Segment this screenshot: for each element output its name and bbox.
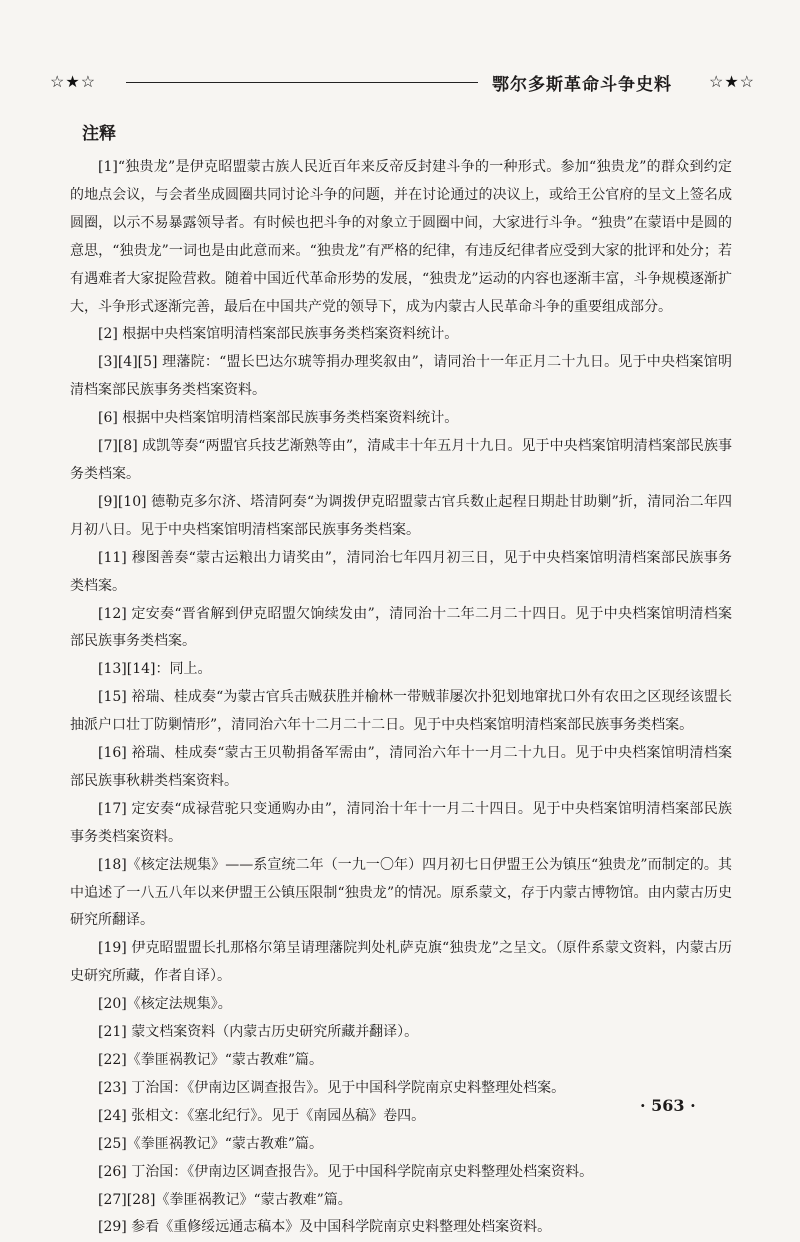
- section-title: 注释: [82, 124, 116, 144]
- note-29: [29] 参看《重修绥远通志稿本》及中国科学院南京史料整理处档案资料。: [98, 1219, 552, 1236]
- running-title: 鄂尔多斯革命斗争史料: [492, 75, 672, 95]
- note-9-10: [9][10] 德勒克多尔济、塔清阿奏“为调拨伊克昭盟蒙古官兵数止起程日期赴甘助剿”折，清同治二年四月初八日。见于中央档案馆明清档案部民族事务类档案。: [70, 493, 732, 538]
- header-rule: [126, 82, 478, 83]
- note-19: [19] 伊克昭盟盟长扎那格尔第呈请理藩院判处札萨克旗“独贵龙”之呈文。（原件系蒙文资料，内蒙古历史研究所藏，作者自译）。: [70, 940, 732, 985]
- note-22: [22]《拳匪祸教记》“蒙古教难”篇。: [98, 1052, 324, 1068]
- note-6: [6] 根据中央档案馆明清档案部民族事务类档案资料统计。: [98, 410, 459, 427]
- note-15: [15] 裕瑞、桂成奏“为蒙古官兵击贼获胜并榆林一带贼菲屡次扑犯划地窜扰口外有农田之区现经该盟长抽派户口壮丁防剿情形”，清同治六年十二月二十二日。见于中央档案馆明清档案部民族事务类档案。: [70, 689, 732, 734]
- note-13-14: [13][14]：同上。: [98, 661, 212, 678]
- page-number: · 563 ·: [640, 1096, 696, 1115]
- note-16: [16] 裕瑞、桂成奏“蒙古王贝勒捐备军需由”，清同治六年十一月二十九日。见于中央档案馆明清档案部民族事秋耕类档案资料。: [70, 745, 732, 789]
- note-2: [2] 根据中央档案馆明清档案部民族事务类档案资料统计。: [98, 326, 459, 343]
- note-25: [25]《拳匪祸教记》“蒙古教难”篇。: [98, 1135, 324, 1152]
- note-1: [1]“独贵龙”是伊克昭盟蒙古族人民近百年来反帝反封建斗争的一种形式。参加“独贵龙”的群众到约定的地点会议，与会者坐成圆圈共同讨论斗争的问题，并在讨论通过的决议上，或给王公官府的呈文上签名成圆圈，以示不易暴露领导者。有时候也把斗争的对象立于圆圈中间，大家进行斗争。“独贵”在蒙语中是圆的意思，“独贵龙”一词也是由此意而来。“独贵龙”有严格的纪律，有违反纪律者应受到大家的批评和处分；若有遇难者大家捉险营救。随着中国近代革命形势的发展，“独贵龙”运动的内容也逐渐丰富，斗争规模逐渐扩大，斗争形式逐渐完善，最后在中国共产党的领导下，成为内蒙古人民革命斗争的重要组成部分。: [70, 159, 732, 315]
- note-21: [21] 蒙文档案资料（内蒙古历史研究所藏并翻译）。: [98, 1024, 419, 1041]
- note-7-8: [7][8] 成凯等奏“两盟官兵技艺渐熟等由”，清咸丰十年五月十九日。见于中央档案馆明清档案部民族事务类档案。: [70, 438, 732, 482]
- note-24: [24] 张相文：《塞北纪行》。见于《南园丛稿》卷四。: [98, 1107, 426, 1124]
- stars-right-icon: ☆★☆: [708, 72, 755, 91]
- note-11: [11] 穆图善奏“蒙古运粮出力请奖由”，清同治七年四月初三日，见于中央档案馆明清档案部民族事务类档案。: [70, 549, 732, 594]
- stars-left-icon: ☆★☆: [50, 72, 97, 91]
- note-26: [26] 丁治国：《伊南边区调查报告》。见于中国科学院南京史料整理处档案资料。: [98, 1163, 594, 1180]
- note-23: [23] 丁治国：《伊南边区调查报告》。见于中国科学院南京史料整理处档案。: [98, 1079, 566, 1096]
- notes-list: [70, 154, 732, 1242]
- note-3-5: [3][4][5] 理藩院：“盟长巴达尔琥等捐办理奖叙由”，请同治十一年正月二十九日。见于中央档案馆明清档案部民族事务类档案资料。: [70, 354, 732, 399]
- note-17: [17] 定安奏“成禄营驼只变通购办由”，清同治十年十一月二十四日。见于中央档案馆明清档案部民族事务类档案资料。: [70, 800, 732, 845]
- note-18: [18]《核定法规集》——系宣统二年（一九一〇年）四月初七日伊盟王公为镇压“独贵龙”而制定的。其中追述了一八五八年以来伊盟王公镇压限制“独贵龙”的情况。原系蒙文，存于内蒙古博物馆。由内蒙古历史研究所翻译。: [70, 856, 732, 929]
- note-20: [20]《核定法规集》。: [98, 996, 232, 1013]
- note-27-28: [27][28]《拳匪祸教记》“蒙古教难”篇。: [98, 1191, 352, 1208]
- note-12: [12] 定安奏“晋省解到伊克昭盟欠饷续发由”，清同治十二年二月二十四日。见于中央档案馆明清档案部民族事务类档案。: [70, 605, 732, 650]
- running-header: [50, 68, 755, 98]
